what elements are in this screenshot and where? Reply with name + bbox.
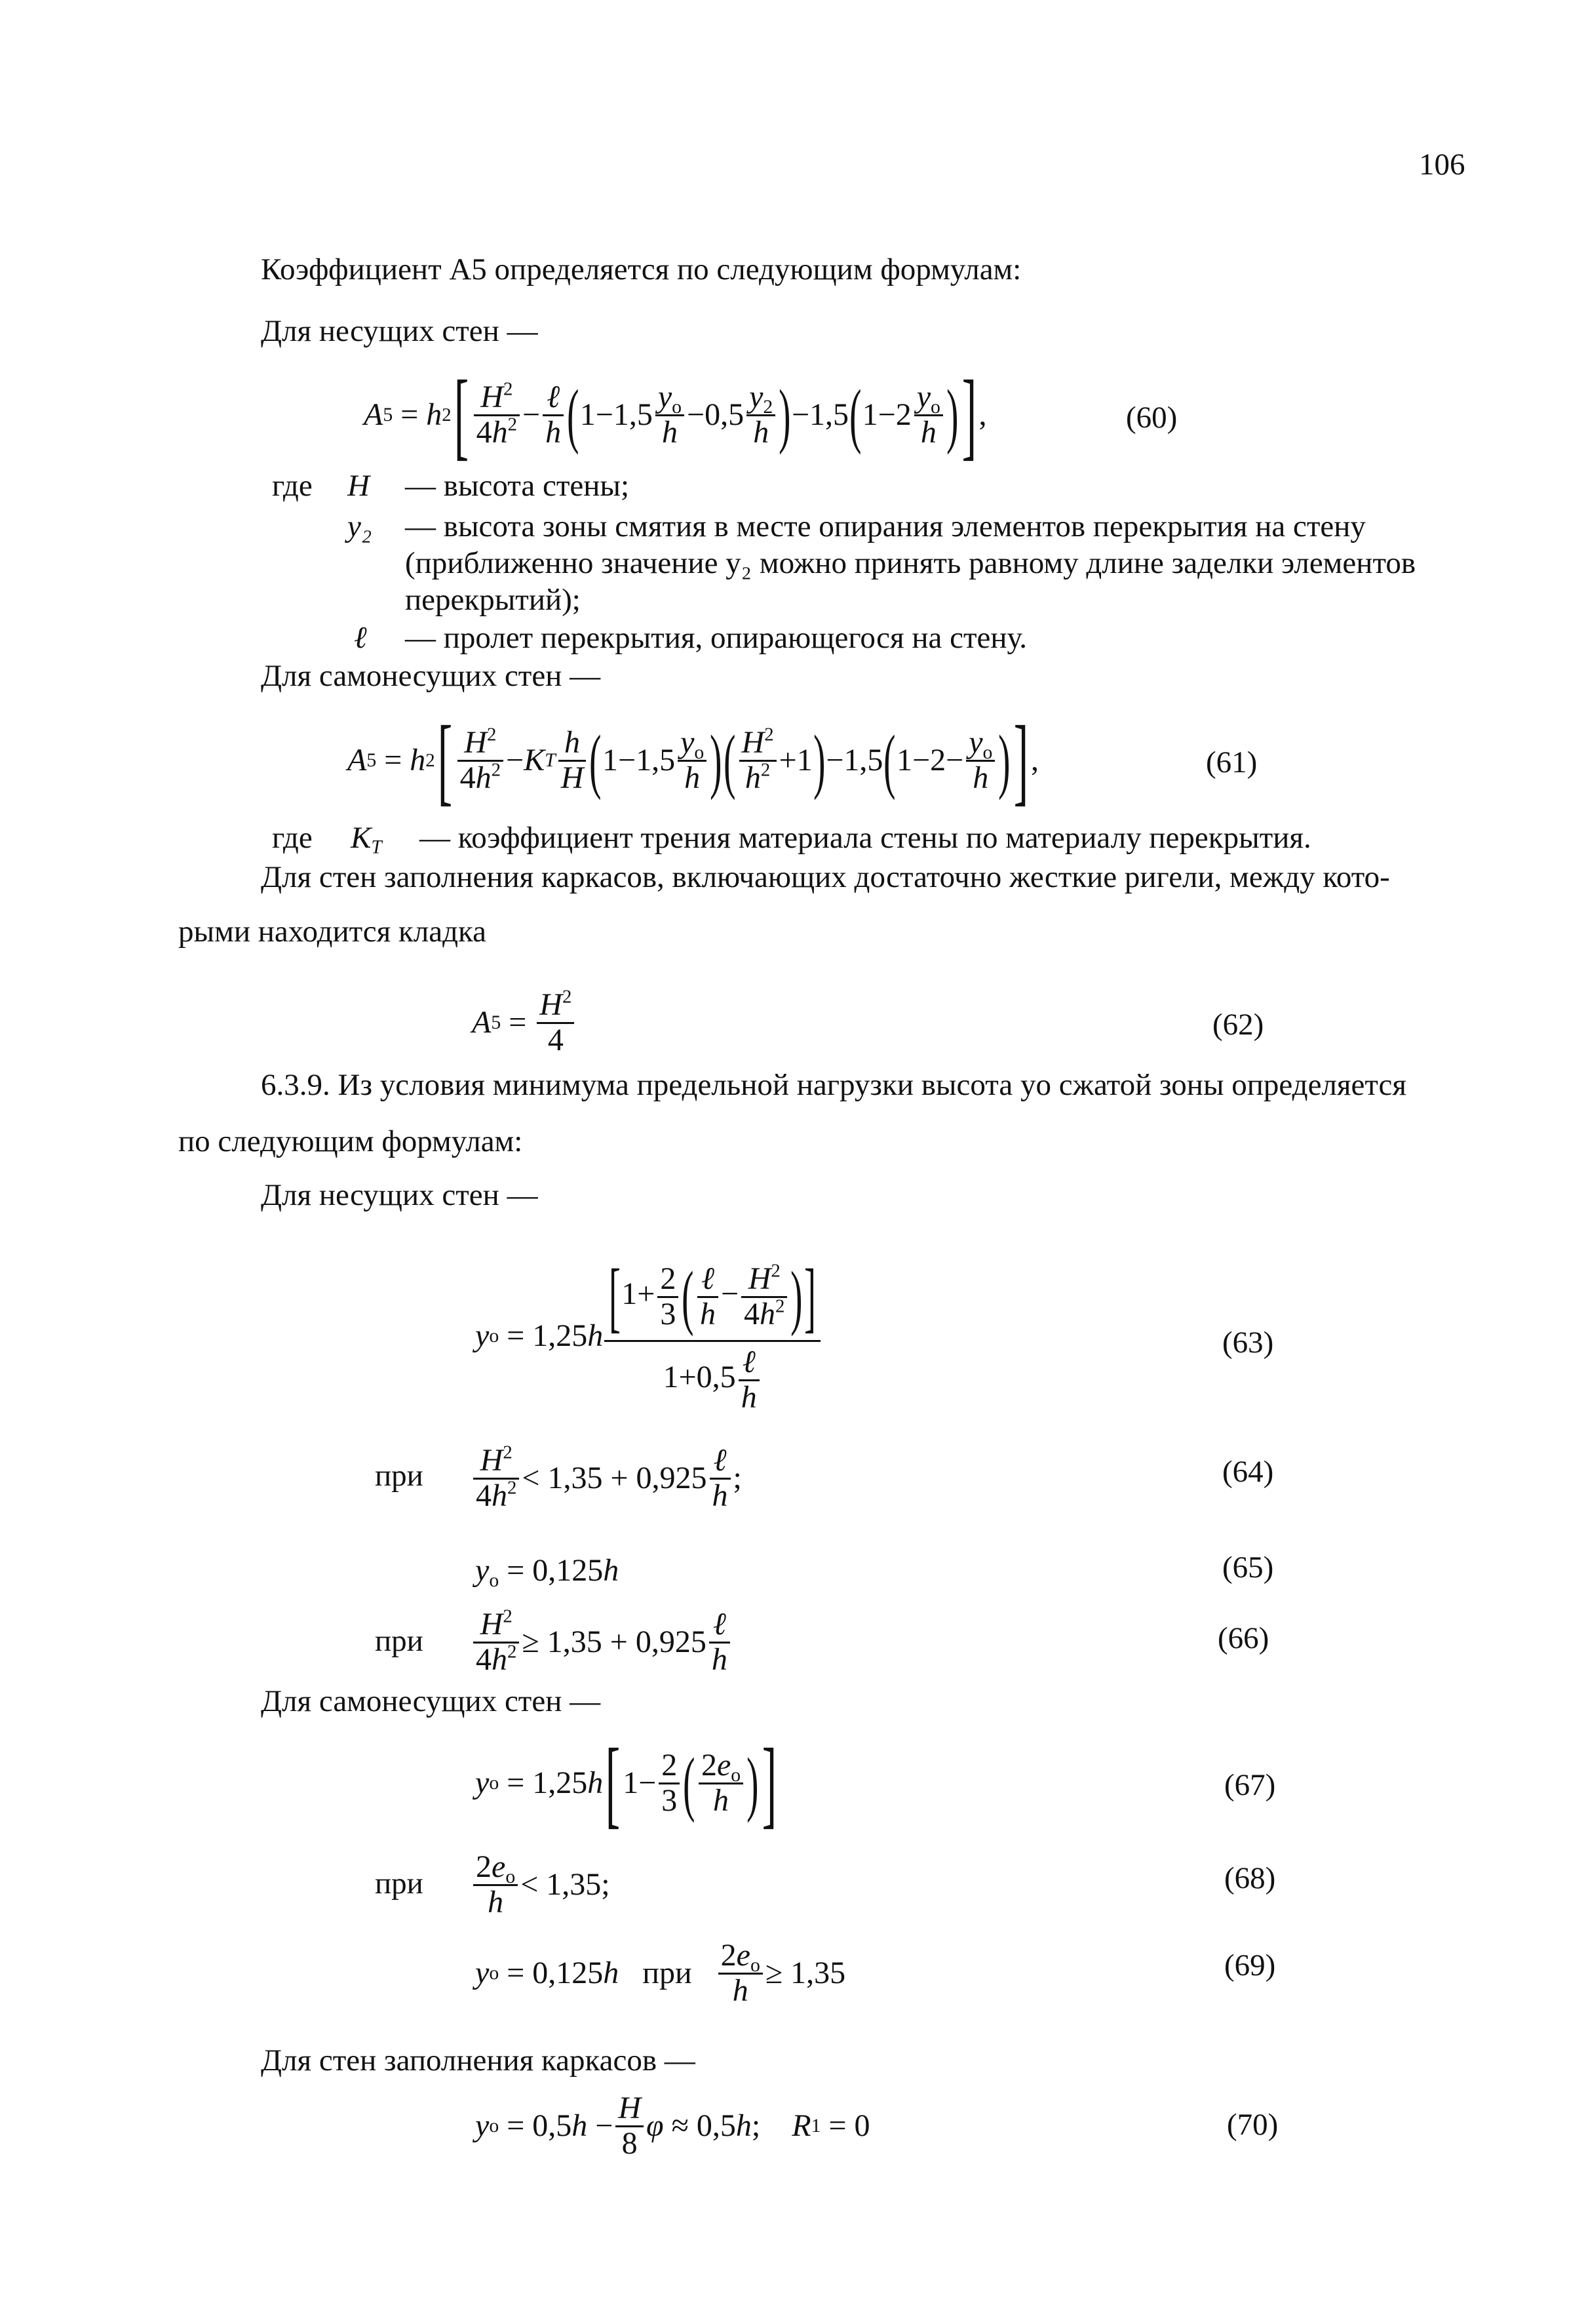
symbol-KT: $K_T$ bbox=[351, 821, 382, 858]
paragraph-6-3-9-line2: по следующим формулам: bbox=[178, 1124, 523, 1158]
formula-69: y o = 0,125 h при $2e_o$ h ≥ 1,35 bbox=[475, 1938, 846, 2008]
heading-frame-walls: Для стен заполнения каркасов — bbox=[261, 2043, 695, 2078]
equation-number-65: (65) bbox=[1222, 1550, 1274, 1585]
definition-y2-line1: — высота зоны смятия в месте опирания элементов перекрытия на стену bbox=[405, 509, 1366, 543]
page-number: 106 bbox=[1419, 148, 1465, 182]
formula-68: $2e_o$ h < 1,35; bbox=[471, 1845, 610, 1924]
definition-y2-line2: (приближенно значение y₂ можно принять равному длине заделки элементов bbox=[405, 546, 1416, 580]
symbol-y2: y₂ bbox=[347, 509, 372, 543]
equation-number-62: (62) bbox=[1212, 1008, 1264, 1042]
label-pri-68: при bbox=[375, 1866, 423, 1901]
equation-number-68: (68) bbox=[1224, 1861, 1276, 1895]
heading-bearing-walls-2: Для несущих стен — bbox=[261, 1178, 538, 1212]
heading-self-bearing-walls: Для самонесущих стен — bbox=[261, 659, 601, 693]
label-where: где bbox=[272, 469, 313, 503]
equation-number-61: (61) bbox=[1206, 745, 1258, 779]
equation-number-70: (70) bbox=[1227, 2108, 1279, 2142]
formula-64: $H^2$ $4h^2$ < 1,35 + 0,925 ℓ h ; bbox=[471, 1436, 742, 1521]
label-where-2: где bbox=[272, 821, 313, 855]
paragraph-frame-walls-line1: Для стен заполнения каркасов, включающих достаточно жесткие ригели, между кото- bbox=[261, 860, 1390, 894]
equation-number-63: (63) bbox=[1222, 1326, 1274, 1360]
formula-63: y o = 1,25 h [1+ $\frac{2}{3}$ ( ℓ h − $\frac{H^2}{4h^2}$ )] 1+0,5 ℓ h bbox=[475, 1242, 823, 1429]
formula-62: A 5 = $H^2$ 4 bbox=[472, 980, 577, 1065]
equation-number-60: (60) bbox=[1126, 401, 1178, 435]
formula-61: A 5 = h 2 [ $H^2$ $4h^2$ − K T h H ( 1−1,5 $y_o$ h ) ( $H^2$ $h^2$ +1 ) −1,5 ( 1−2− $y_o$ h ) ] , bbox=[347, 706, 1039, 815]
paragraph-frame-walls-line2: рыми находится кладка bbox=[178, 915, 487, 949]
equation-number-64: (64) bbox=[1222, 1455, 1274, 1489]
formula-67: y o = 1,25 h [ 1− 2 3 ( $2e_o$ h ) ] bbox=[475, 1729, 777, 1838]
definition-H: — высота стены; bbox=[405, 469, 630, 503]
equation-number-67: (67) bbox=[1224, 1768, 1276, 1802]
equation-number-69: (69) bbox=[1224, 1948, 1276, 1982]
label-pri-69: при bbox=[642, 1956, 692, 1990]
definition-l: — пролет перекрытия, опирающегося на стену. bbox=[405, 621, 1028, 655]
paragraph-6-3-9-line1: 6.3.9. Из условия минимума предельной нагрузки высота yo сжатой зоны определяется bbox=[261, 1068, 1406, 1102]
formula-65: $y_o = 0,125h$ bbox=[475, 1553, 619, 1591]
formula-66: $H^2$ $4h^2$ ≥ 1,35 + 0,925 ℓ h bbox=[471, 1600, 733, 1685]
label-pri-66: при bbox=[375, 1624, 423, 1658]
definition-KT: — коэффициент трения материала стены по материалу перекрытия. bbox=[419, 821, 1311, 855]
paragraph-coefficient-a5: Коэффициент А5 определяется по следующим формулам: bbox=[261, 252, 1022, 286]
label-pri-64: при bbox=[375, 1459, 423, 1493]
heading-self-bearing-walls-2: Для самонесущих стен — bbox=[261, 1684, 601, 1718]
equation-number-66: (66) bbox=[1218, 1621, 1269, 1655]
definition-y2-line3: перекрытий); bbox=[405, 583, 581, 617]
symbol-H: H bbox=[347, 469, 370, 503]
heading-bearing-walls: Для несущих стен — bbox=[261, 314, 538, 348]
symbol-l: ℓ bbox=[354, 621, 367, 655]
formula-60: A 5 = h 2 [ $H^2$ $4h^2$ − ℓ h ( 1−1,5 $y_o$ h −0,5 $y_2$ h ) −1,5 ( 1−2 $y_o$ h ) ] , bbox=[364, 361, 987, 469]
formula-70: y o = 0,5 h − H 8 φ ≈ 0,5 h ; R 1 = 0 bbox=[475, 2091, 870, 2161]
